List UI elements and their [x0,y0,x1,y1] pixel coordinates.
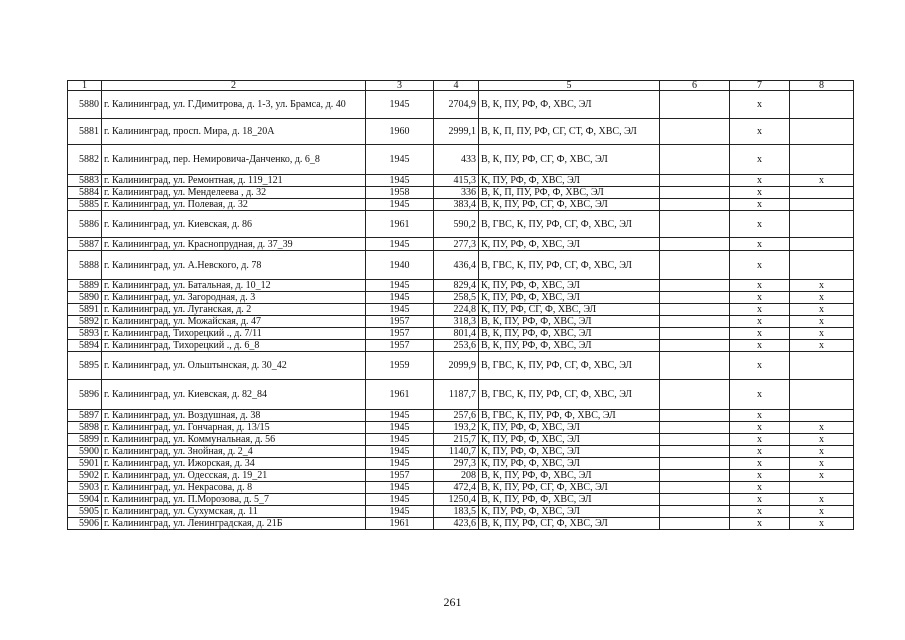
column-6-cell [660,518,730,530]
column-8-mark-cell: х [790,304,854,316]
year-cell: 1945 [366,145,434,175]
year-cell: 1957 [366,470,434,482]
column-6-cell [660,316,730,328]
services-cell: В, К, ПУ, РФ, СГ, Ф, ХВС, ЭЛ [479,518,660,530]
column-7-mark-cell: х [730,446,790,458]
services-cell: К, ПУ, РФ, Ф, ХВС, ЭЛ [479,422,660,434]
area-cell: 436,4 [434,251,479,280]
address-cell: г. Калининград, ул. Г.Димитрова, д. 1-3, ул. Брамса, д. 40 [102,91,366,119]
year-cell: 1945 [366,458,434,470]
address-cell: г. Калининград, ул. Ольштынская, д. 30_42 [102,352,366,380]
column-6-cell [660,434,730,446]
services-cell: К, ПУ, РФ, Ф, ХВС, ЭЛ [479,434,660,446]
header-cell: 7 [730,81,790,91]
table-row [68,145,854,175]
area-cell: 336 [434,187,479,199]
address-cell: г. Калининград, ул. Менделеева , д. 32 [102,187,366,199]
column-7-mark-cell: х [730,422,790,434]
year-cell: 1945 [366,175,434,187]
column-8-mark-cell [790,211,854,238]
row-number-cell: 5896 [68,380,102,410]
row-number-cell: 5882 [68,145,102,175]
column-7-mark-cell: х [730,199,790,211]
address-cell: г. Калининград, Тихорецкий ., д. 6_8 [102,340,366,352]
table-row [68,482,854,494]
table-row [68,280,854,292]
column-7-mark-cell: х [730,328,790,340]
area-cell: 2099,9 [434,352,479,380]
year-cell: 1945 [366,506,434,518]
column-6-cell [660,91,730,119]
column-8-mark-cell [790,352,854,380]
services-cell: В, К, ПУ, РФ, СГ, Ф, ХВС, ЭЛ [479,482,660,494]
column-7-mark-cell: х [730,458,790,470]
column-6-cell [660,211,730,238]
row-number-cell: 5883 [68,175,102,187]
area-cell: 208 [434,470,479,482]
address-cell: г. Калининград, ул. Гончарная, д. 13/15 [102,422,366,434]
column-8-mark-cell [790,482,854,494]
services-cell: В, К, ПУ, РФ, Ф, ХВС, ЭЛ [479,316,660,328]
year-cell: 1961 [366,380,434,410]
row-number-cell: 5906 [68,518,102,530]
address-cell: г. Калининград, ул. Киевская, д. 86 [102,211,366,238]
row-number-cell: 5889 [68,280,102,292]
address-cell: г. Калининград, ул. Знойная, д. 2_4 [102,446,366,458]
table-row [68,410,854,422]
page-number: 261 [443,595,462,609]
area-cell: 318,3 [434,316,479,328]
table-row [68,187,854,199]
area-cell: 590,2 [434,211,479,238]
address-cell: г. Калининград, ул. Одесская, д. 19_21 [102,470,366,482]
table-row [68,518,854,530]
row-number-cell: 5887 [68,238,102,251]
services-cell: К, ПУ, РФ, Ф, ХВС, ЭЛ [479,238,660,251]
area-cell: 415,3 [434,175,479,187]
column-6-cell [660,470,730,482]
column-8-mark-cell: х [790,422,854,434]
table-row [68,434,854,446]
column-8-mark-cell: х [790,434,854,446]
header-cell: 1 [68,81,102,91]
row-number-cell: 5895 [68,352,102,380]
column-8-mark-cell [790,380,854,410]
column-7-mark-cell: х [730,211,790,238]
column-7-mark-cell: х [730,316,790,328]
address-cell: г. Калининград, ул. Коммунальная, д. 56 [102,434,366,446]
table-row [68,199,854,211]
table-row [68,422,854,434]
services-cell: К, ПУ, РФ, Ф, ХВС, ЭЛ [479,506,660,518]
year-cell: 1957 [366,316,434,328]
column-6-cell [660,340,730,352]
table-row [68,506,854,518]
address-cell: г. Калининград, ул. Луганская, д. 2 [102,304,366,316]
column-6-cell [660,458,730,470]
column-7-mark-cell: х [730,380,790,410]
address-cell: г. Калининград, ул. Ремонтная, д. 119_121 [102,175,366,187]
row-number-cell: 5902 [68,470,102,482]
column-8-mark-cell: х [790,494,854,506]
header-cell: 2 [102,81,366,91]
column-7-mark-cell: х [730,410,790,422]
row-number-cell: 5897 [68,410,102,422]
year-cell: 1945 [366,422,434,434]
column-7-mark-cell: х [730,91,790,119]
services-cell: В, ГВС, К, ПУ, РФ, СГ, Ф, ХВС, ЭЛ [479,380,660,410]
services-cell: В, К, ПУ, РФ, Ф, ХВС, ЭЛ [479,494,660,506]
row-number-cell: 5888 [68,251,102,280]
year-cell: 1958 [366,187,434,199]
column-8-mark-cell: х [790,506,854,518]
column-7-mark-cell: х [730,482,790,494]
area-cell: 2704,9 [434,91,479,119]
address-cell: г. Калининград, ул. П.Морозова, д. 5_7 [102,494,366,506]
year-cell: 1945 [366,91,434,119]
table-row [68,175,854,187]
column-6-cell [660,304,730,316]
address-cell: г. Калининград, ул. Ленинградская, д. 21Б [102,518,366,530]
address-cell: г. Калининград, ул. Загородная, д. 3 [102,292,366,304]
address-cell: г. Калининград, ул. Сухумская, д. 11 [102,506,366,518]
area-cell: 193,2 [434,422,479,434]
column-7-mark-cell: х [730,340,790,352]
year-cell: 1957 [366,340,434,352]
area-cell: 383,4 [434,199,479,211]
year-cell: 1957 [366,328,434,340]
column-8-mark-cell: х [790,340,854,352]
row-number-cell: 5903 [68,482,102,494]
row-number-cell: 5904 [68,494,102,506]
column-7-mark-cell: х [730,470,790,482]
column-8-mark-cell: х [790,292,854,304]
column-7-mark-cell: х [730,304,790,316]
address-cell: г. Калининград, ул. Некрасова, д. 8 [102,482,366,494]
column-6-cell [660,410,730,422]
services-cell: К, ПУ, РФ, СГ, Ф, ХВС, ЭЛ [479,304,660,316]
column-8-mark-cell: х [790,446,854,458]
row-number-cell: 5890 [68,292,102,304]
table-row [68,340,854,352]
services-cell: В, К, ПУ, РФ, СГ, Ф, ХВС, ЭЛ [479,199,660,211]
year-cell: 1945 [366,292,434,304]
column-6-cell [660,119,730,145]
row-number-cell: 5893 [68,328,102,340]
table-row [68,494,854,506]
services-cell: К, ПУ, РФ, Ф, ХВС, ЭЛ [479,175,660,187]
table-row [68,328,854,340]
column-8-mark-cell: х [790,518,854,530]
column-8-mark-cell [790,187,854,199]
column-8-mark-cell [790,91,854,119]
column-7-mark-cell: х [730,506,790,518]
services-cell: В, ГВС, К, ПУ, РФ, СГ, Ф, ХВС, ЭЛ [479,251,660,280]
column-7-mark-cell: х [730,518,790,530]
year-cell: 1945 [366,482,434,494]
column-7-mark-cell: х [730,238,790,251]
row-number-cell: 5885 [68,199,102,211]
header-cell: 5 [479,81,660,91]
column-7-mark-cell: х [730,119,790,145]
column-7-mark-cell: х [730,292,790,304]
area-cell: 2999,1 [434,119,479,145]
column-6-cell [660,328,730,340]
services-cell: В, ГВС, К, ПУ, РФ, СГ, Ф, ХВС, ЭЛ [479,211,660,238]
table-row [68,292,854,304]
services-cell: В, К, П, ПУ, РФ, Ф, ХВС, ЭЛ [479,187,660,199]
table-row [68,470,854,482]
row-number-cell: 5881 [68,119,102,145]
column-8-mark-cell [790,251,854,280]
row-number-cell: 5898 [68,422,102,434]
header-row [68,81,854,91]
address-cell: г. Калининград, ул. Полевая, д. 32 [102,199,366,211]
services-cell: В, К, ПУ, РФ, Ф, ХВС, ЭЛ [479,470,660,482]
services-cell: В, К, ПУ, РФ, СГ, Ф, ХВС, ЭЛ [479,145,660,175]
row-number-cell: 5891 [68,304,102,316]
area-cell: 1140,7 [434,446,479,458]
column-7-mark-cell: х [730,145,790,175]
services-cell: В, К, ПУ, РФ, Ф, ХВС, ЭЛ [479,340,660,352]
column-7-mark-cell: х [730,280,790,292]
table-row [68,119,854,145]
address-cell: г. Калининград, ул. А.Невского, д. 78 [102,251,366,280]
address-cell: г. Калининград, ул. Воздушная, д. 38 [102,410,366,422]
table-row [68,238,854,251]
column-8-mark-cell [790,119,854,145]
area-cell: 215,7 [434,434,479,446]
row-number-cell: 5892 [68,316,102,328]
year-cell: 1959 [366,352,434,380]
year-cell: 1945 [366,434,434,446]
area-cell: 258,5 [434,292,479,304]
area-cell: 1250,4 [434,494,479,506]
address-cell: г. Калининград, ул. Ижорская, д. 34 [102,458,366,470]
column-8-mark-cell [790,199,854,211]
column-8-mark-cell [790,238,854,251]
row-number-cell: 5900 [68,446,102,458]
column-6-cell [660,482,730,494]
column-7-mark-cell: х [730,187,790,199]
year-cell: 1961 [366,518,434,530]
column-8-mark-cell [790,145,854,175]
year-cell: 1961 [366,211,434,238]
column-6-cell [660,352,730,380]
row-number-cell: 5884 [68,187,102,199]
table-row [68,316,854,328]
address-cell: г. Калининград, ул. Краснопрудная, д. 37_39 [102,238,366,251]
table-row [68,380,854,410]
area-cell: 297,3 [434,458,479,470]
area-cell: 433 [434,145,479,175]
column-8-mark-cell: х [790,316,854,328]
row-number-cell: 5899 [68,434,102,446]
area-cell: 423,6 [434,518,479,530]
address-cell: г. Калининград, ул. Можайская, д. 47 [102,316,366,328]
year-cell: 1945 [366,494,434,506]
year-cell: 1945 [366,280,434,292]
column-6-cell [660,280,730,292]
area-cell: 801,4 [434,328,479,340]
area-cell: 472,4 [434,482,479,494]
header-cell: 6 [660,81,730,91]
column-8-mark-cell: х [790,280,854,292]
year-cell: 1945 [366,199,434,211]
table-row [68,458,854,470]
address-cell: г. Калининград, просп. Мира, д. 18_20А [102,119,366,145]
table-row [68,91,854,119]
services-cell: К, ПУ, РФ, Ф, ХВС, ЭЛ [479,280,660,292]
table-row [68,304,854,316]
column-7-mark-cell: х [730,251,790,280]
header-cell: 4 [434,81,479,91]
column-6-cell [660,187,730,199]
header-cell: 3 [366,81,434,91]
services-cell: К, ПУ, РФ, Ф, ХВС, ЭЛ [479,446,660,458]
year-cell: 1940 [366,251,434,280]
address-cell: г. Калининград, Тихорецкий ., д. 7/11 [102,328,366,340]
year-cell: 1945 [366,238,434,251]
column-7-mark-cell: х [730,175,790,187]
row-number-cell: 5901 [68,458,102,470]
column-8-mark-cell: х [790,458,854,470]
address-cell: г. Калининград, ул. Киевская, д. 82_84 [102,380,366,410]
column-7-mark-cell: х [730,352,790,380]
registry-table [67,80,854,530]
column-6-cell [660,494,730,506]
column-6-cell [660,251,730,280]
column-6-cell [660,238,730,251]
area-cell: 257,6 [434,410,479,422]
row-number-cell: 5894 [68,340,102,352]
column-6-cell [660,145,730,175]
area-cell: 277,3 [434,238,479,251]
table-row [68,446,854,458]
column-6-cell [660,199,730,211]
column-8-mark-cell: х [790,175,854,187]
table-body [68,81,854,530]
table-row [68,352,854,380]
column-8-mark-cell: х [790,328,854,340]
row-number-cell: 5880 [68,91,102,119]
column-6-cell [660,506,730,518]
column-7-mark-cell: х [730,434,790,446]
year-cell: 1945 [366,304,434,316]
area-cell: 183,5 [434,506,479,518]
services-cell: К, ПУ, РФ, Ф, ХВС, ЭЛ [479,292,660,304]
services-cell: В, ГВС, К, ПУ, РФ, Ф, ХВС, ЭЛ [479,410,660,422]
services-cell: В, К, ПУ, РФ, Ф, ХВС, ЭЛ [479,328,660,340]
column-6-cell [660,446,730,458]
column-6-cell [660,380,730,410]
column-7-mark-cell: х [730,494,790,506]
area-cell: 253,6 [434,340,479,352]
column-8-mark-cell: х [790,470,854,482]
row-number-cell: 5886 [68,211,102,238]
row-number-cell: 5905 [68,506,102,518]
column-6-cell [660,175,730,187]
services-cell: В, К, ПУ, РФ, Ф, ХВС, ЭЛ [479,91,660,119]
table-row [68,251,854,280]
address-cell: г. Калининград, ул. Батальная, д. 10_12 [102,280,366,292]
address-cell: г. Калининград, пер. Немировича-Данченко, д. 6_8 [102,145,366,175]
area-cell: 829,4 [434,280,479,292]
year-cell: 1945 [366,446,434,458]
area-cell: 1187,7 [434,380,479,410]
services-cell: В, ГВС, К, ПУ, РФ, СГ, Ф, ХВС, ЭЛ [479,352,660,380]
column-8-mark-cell [790,410,854,422]
column-6-cell [660,292,730,304]
area-cell: 224,8 [434,304,479,316]
header-cell: 8 [790,81,854,91]
services-cell: В, К, П, ПУ, РФ, СГ, СТ, Ф, ХВС, ЭЛ [479,119,660,145]
year-cell: 1960 [366,119,434,145]
services-cell: К, ПУ, РФ, Ф, ХВС, ЭЛ [479,458,660,470]
year-cell: 1945 [366,410,434,422]
table-row [68,211,854,238]
column-6-cell [660,422,730,434]
